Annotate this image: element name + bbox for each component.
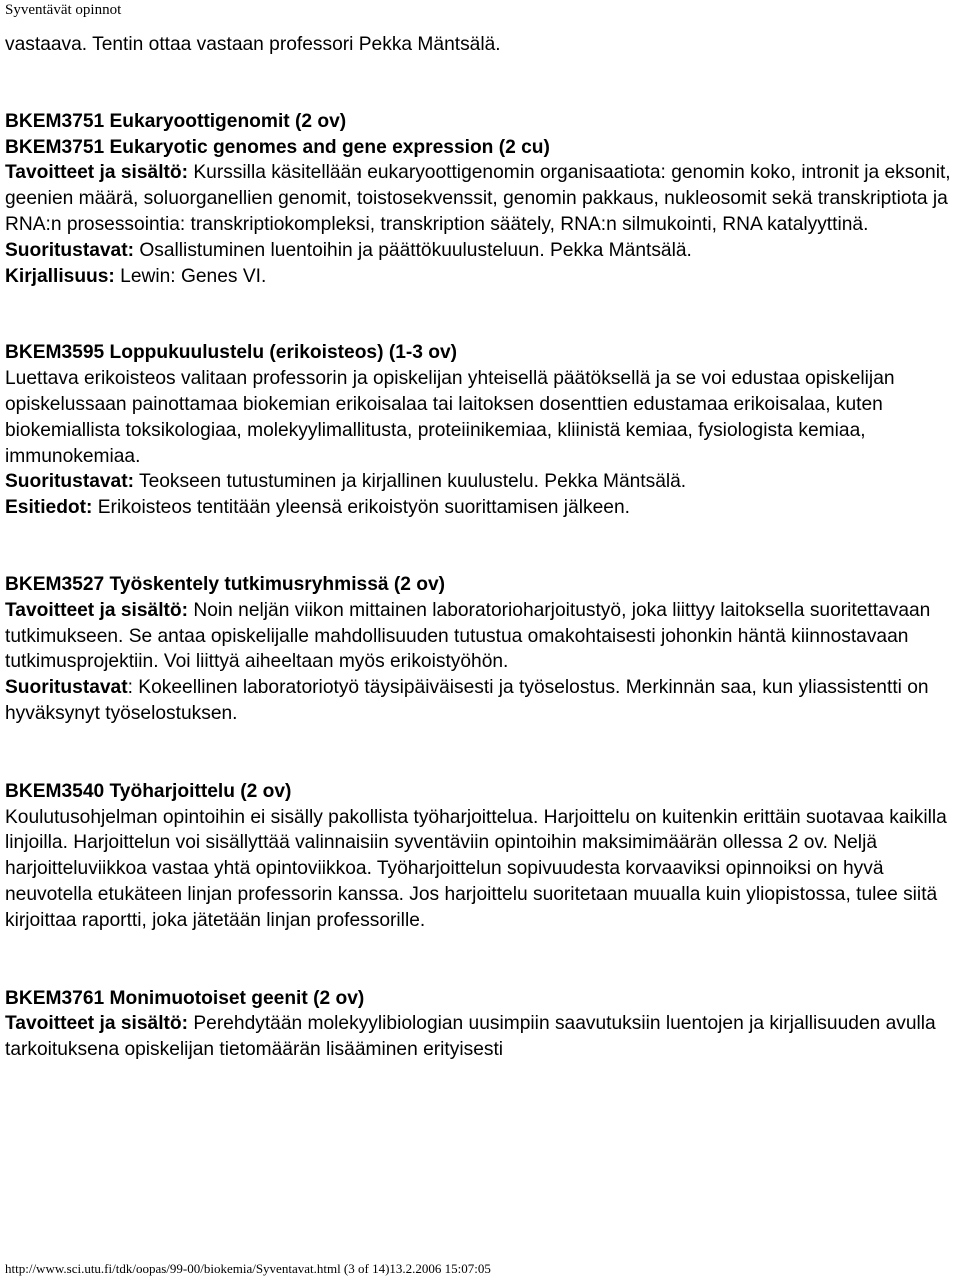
intro-paragraph: vastaava. Tentin ottaa vastaan professori Pekka Mäntsälä.: [5, 34, 501, 55]
course-bkem3751: [5, 109, 955, 290]
course-title: BKEM3540 Työharjoittelu (2 ov): [5, 780, 292, 802]
course-title-fi: BKEM3751 Eukaryoottigenomit (2 ov): [5, 110, 347, 132]
course-title-en: BKEM3751 Eukaryotic genomes and gene expression (2 cu): [5, 136, 550, 158]
methods-text: Osallistuminen luentoihin ja päättökuulusteluun. Pekka Mäntsälä.: [134, 239, 692, 261]
course-methods: [5, 675, 955, 727]
course-goals: [5, 598, 955, 675]
course-description: Koulutusohjelman opintoihin ei sisälly pakollista työharjoittelua. Harjoittelu on kuitenkin erittäin suotavaa kaikilla linjoilla. Harjoittelun voi sisällyttää valinnaisiin syventäviin opintoihin maksimimäärän ollessa 2 ov. Neljä harjoitteluviikkoa vastaa yhtä opintoviikkoa. Työharjoittelun sopivuudesta korvaaviksi opinnoiksi on hyvä neuvotella etukäteen linjan professorin kanssa. Jos harjoittelu suoritetaan muualla kuin yliopistossa, tulee siitä kirjoittaa raportti, joka jätetään linjan professorille.: [5, 806, 947, 931]
goals-text: Noin neljän viikon mittainen laboratorioharjoitustyö, joka liittyy laitoksella suoritettavaan tutkimukseen. Se antaa opiskelijalle mahdollisuuden tutustua omakohtaisesti johonkin häntä kiinnostavaan tutkimusprojektiin. Voi liittyä aiheeltaan myös erikoistyöhön.: [5, 599, 931, 673]
methods-label: Suoritustavat: [5, 677, 128, 699]
course-bkem3595: [5, 340, 955, 521]
course-bkem3540: [5, 779, 955, 934]
course-description: Luettava erikoisteos valitaan professorin ja opiskelijan yhteisellä päätöksellä ja se voi edustaa opiskelijan opiskelussaan painottamaa biokemian erikoisalaa tai laitoksen dosenttien edustamaa erikoisalaa, kuten biokemiallista toksikologiaa, molekyylimallitusta, proteiinikemiaa, kliinistä kemiaa, fysiologista kemiaa, immunokemiaa.: [5, 368, 895, 467]
course-literature: [5, 264, 955, 290]
page-header-title: Syventävät opinnot: [5, 2, 122, 18]
course-methods: [5, 469, 955, 495]
prerequisites-label: Esitiedot:: [5, 497, 93, 519]
course-title: BKEM3527 Työskentely tutkimusryhmissä (2 ov): [5, 573, 446, 595]
literature-label: Kirjallisuus:: [5, 265, 115, 287]
goals-label: Tavoitteet ja sisältö:: [5, 599, 189, 621]
course-goals: [5, 1011, 955, 1063]
goals-text: Kurssilla käsitellään eukaryoottigenomin organisaatiota: genomin koko, intronit ja eksonit, geenien määrä, soluorganellien genomit, toistosekvenssit, genomin pakkaus, nukleosomit sekä transkriptiota ja RNA:n prosessointia: transkriptiokompleksi, transkription säätely, RNA:n silmukointi, RNA katalyyttinä.: [5, 162, 951, 235]
course-bkem3761: [5, 986, 955, 1063]
literature-text: Lewin: Genes VI.: [114, 265, 267, 287]
methods-label: Suoritustavat:: [5, 471, 135, 493]
page-footer-url: http://www.sci.utu.fi/tdk/oopas/99-00/biokemia/Syventavat.html (3 of 14)13.2.2006 15:07:05: [5, 1261, 491, 1276]
prerequisites-text: Erikoisteos tentitään yleensä erikoistyön suorittamisen jälkeen.: [92, 497, 630, 519]
course-methods: [5, 238, 955, 264]
course-bkem3527: [5, 572, 955, 727]
goals-label: Tavoitteet ja sisältö:: [5, 1013, 189, 1035]
goals-text: Perehdytään molekyylibiologian uusimpiin saavutuksiin luentojen ja kirjallisuuden avulla tarkoituksena opiskelijan tietomäärän lisääminen erityisesti: [5, 1013, 936, 1061]
course-prerequisites: [5, 495, 955, 521]
methods-text: : Kokeellinen laboratoriotyö täysipäiväisesti ja työselostus. Merkinnän saa, kun yliassistentti on hyväksynyt työselostuksen.: [5, 677, 929, 724]
methods-text: Teokseen tutustuminen ja kirjallinen kuulustelu. Pekka Mäntsälä.: [134, 471, 687, 493]
course-title: BKEM3761 Monimuotoiset geenit (2 ov): [5, 987, 365, 1009]
course-goals: [5, 160, 955, 237]
document-body: [5, 32, 955, 1063]
methods-label: Suoritustavat:: [5, 239, 135, 261]
course-title: BKEM3595 Loppukuulustelu (erikoisteos) (1-3 ov): [5, 342, 458, 364]
goals-label: Tavoitteet ja sisältö:: [5, 162, 189, 184]
